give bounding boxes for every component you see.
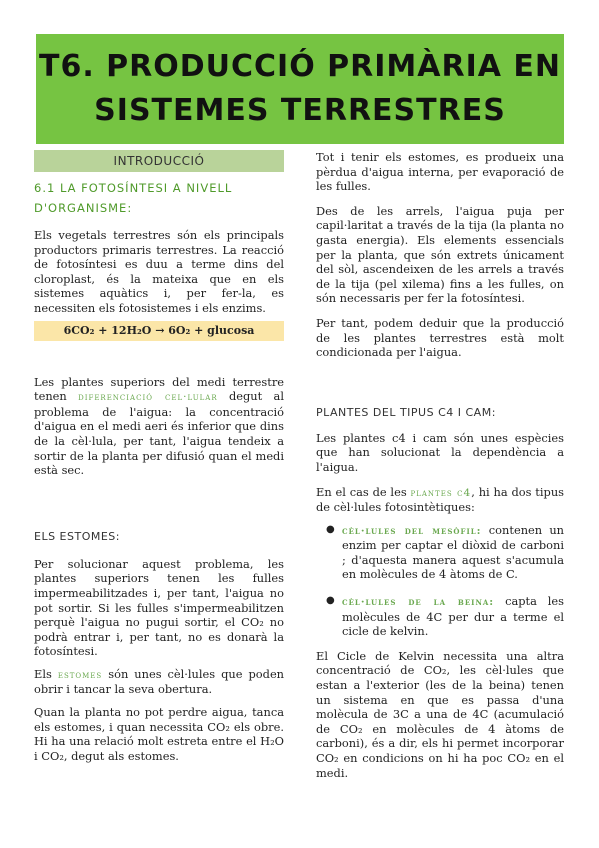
title-line-1: T6. PRODUCCIÓ PRIMÀRIA EN — [38, 49, 562, 84]
paragraph-perdre-aigua: Quan la planta no pot perdre aigua, tanca els estomes, i quan necessita CO₂ els obre. Hi ha una relació molt estreta entre el H₂O i CO₂, degut als estomes. — [34, 705, 284, 763]
highlight-beina: cèl·lules de la beina: — [342, 596, 495, 609]
highlight-mesofil: cèl·lules del mesòfil: — [342, 524, 482, 537]
bullet1-text: contenen un enzim per captar el diòxid de carboni ; d'aquesta manera aquest s'acumula en molècules de 4 àtoms de C. — [342, 522, 564, 582]
intro-heading: INTRODUCCIÓ — [34, 150, 284, 172]
paragraph-per-tant: Per tant, podem deduir que la producció de les plantes terrestres està molt condicionada per l'aigua. — [316, 315, 564, 360]
paragraph-plantes-c4 — [316, 485, 564, 515]
right-column — [316, 150, 564, 780]
bullet-icon: ● — [326, 523, 335, 535]
c4-cam-heading: PLANTES DEL TIPUS C4 I CAM: — [316, 405, 496, 419]
left-column — [34, 150, 284, 763]
bullet-icon: ● — [326, 595, 335, 607]
paragraph-arrels: Des de les arrels, l'aigua puja per capil·laritat a través de la tija (la planta no gasta energia). Els elements essencials per la planta, que són extrets únicament del sòl, ascendeixen de les arrels a través de la tija (pel xilema) fins a les fulles, on són necessaris per fer la fotosíntesi. — [316, 203, 564, 306]
cell-types-list — [316, 523, 564, 639]
paragraph-solucionar: Per solucionar aquest problema, les plantes superiors tenen les fulles impermeabilitzades i, per tant, l'aigua no pot sortir. Si les fulles s'impermeabilitzen perquè l'aigua no pugui sortir, el CO₂ no podrà entrar i, per tant, no es donarà la fotosíntesi. — [34, 556, 284, 659]
p4-text-a: Els — [34, 666, 52, 681]
section-heading: 6.1 LA FOTOSÍNTESI A NIVELL D'ORGANISME: — [34, 181, 233, 215]
estomes-heading: ELS ESTOMES: — [34, 529, 120, 543]
bullet2-text: capta les molècules de 4C per dur a terme el cicle de kelvin. — [342, 594, 564, 639]
list-item-mesofil — [326, 522, 564, 582]
title-banner — [36, 34, 564, 144]
title-line-2: SISTEMES TERRESTRES — [94, 93, 506, 128]
paragraph-perdua: Tot i tenir els estomes, es produeix una pèrdua d'aigua interna, per evaporació de les fulles. — [316, 150, 564, 194]
highlight-diferenciacio: diferenciació cel·lular — [78, 391, 218, 404]
p5-text-b: , hi ha dos tipus de cèl·lules fotosintètiques: — [316, 484, 565, 515]
p2-text-b: degut al problema de l'aigua: la concentració d'aigua en el medi aeri és inferior que dins de la cèl·lula, per tant, l'aigua tendeix a sortir de la planta per difusió quan el medi està sec. — [34, 389, 284, 478]
p2-text-a: Les plantes superiors del medi terrestre tenen — [34, 374, 284, 404]
paragraph-vegetals: Els vegetals terrestres són els principals productors primaris terrestres. La reacció de fotosíntesi es duu a terme dins del cloroplast, és la mateixa que en els sistemes aquàtics i, per fer-la, es necessiten els fotosistemes i els enzims. — [34, 228, 284, 315]
photosynthesis-formula: 6CO₂ + 12H₂O → 6O₂ + glucosa — [34, 321, 284, 341]
list-item-beina — [326, 594, 564, 639]
p4-text-b: són unes cèl·lules que poden obrir i tancar la seva obertura. — [34, 666, 285, 697]
highlight-plantes-c4: plantes c4 — [410, 486, 472, 499]
paragraph-c4-cam: Les plantes c4 i cam són unes espècies que han solucionat la dependència a l'aigua. — [316, 430, 564, 474]
paragraph-cicle-kelvin: El Cicle de Kelvin necessita una altra concentració de CO₂, les cèl·lules que estan a l'exterior (les de la beina) tenen un sistema en que es passa d'una molècula de 3C a una de 4C (acumulació de CO₂ en molècules de 4 àtoms de carboni), és a dir, els hi permet incorporar CO₂ en condicions on hi ha poc CO₂ en el medi. — [316, 648, 564, 780]
highlight-estomes: estomes — [57, 668, 103, 681]
paragraph-plantes-superiors — [34, 375, 284, 478]
p5-text-a: En el cas de les — [316, 484, 407, 499]
paragraph-estomes — [34, 667, 284, 697]
